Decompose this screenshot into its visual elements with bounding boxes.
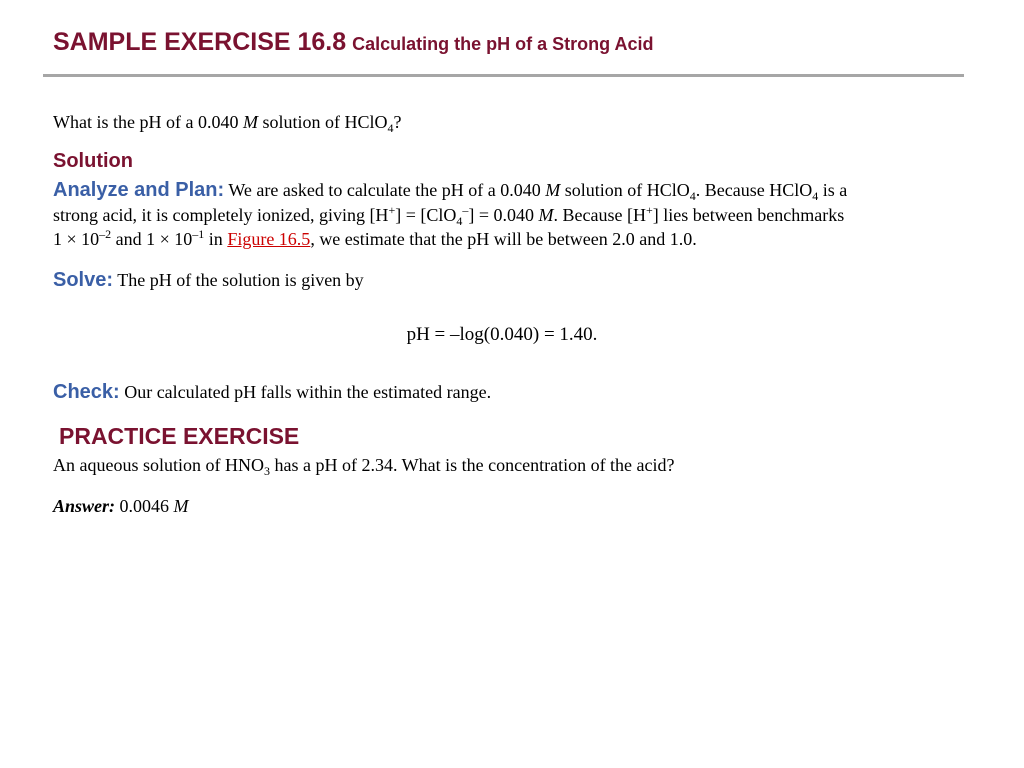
page-title	[53, 28, 654, 57]
answer-label: Answer:	[53, 496, 116, 516]
practice-heading: PRACTICE EXERCISE	[59, 423, 300, 449]
analyze-label: Analyze and Plan:	[53, 179, 225, 201]
practice-question: An aqueous solution of $HNO_3$ has a pH of 2.34. What is the concentration of the acid?	[53, 455, 675, 478]
solve-line: Solve: The pH of the solution is given by	[53, 269, 364, 291]
analyze-line-1: Analyze and Plan: We are asked to calculate the pH of a 0.040 M solution of HClO$_4$. Because HClO$_4$ is a	[53, 179, 848, 203]
header-divider	[43, 74, 964, 77]
check-label: Check:	[53, 381, 120, 403]
analyze-line-3: $1 \times 10^{-2}$ and $1 \times 10^{-1}$ in Figure 16.5, we estimate that the pH will be between 2.0 and 1.0.	[53, 227, 697, 249]
practice-answer: Answer: 0.0046 M	[53, 496, 189, 516]
exercise-number: SAMPLE EXERCISE 16.8	[53, 28, 347, 56]
question-text: What is the pH of a 0.040 M solution of HClO$_4$?	[53, 112, 402, 135]
analyze-line-2: strong acid, it is completely ionized, giving [H+] = [ClO$_4$–] = 0.040 M. Because [H+] lies between benchmarks	[53, 203, 845, 228]
check-line: Check: Our calculated pH falls within the estimated range.	[53, 381, 492, 403]
solution-heading: Solution	[53, 150, 133, 172]
answer-value: 0.0046	[115, 496, 174, 516]
figure-link[interactable]: Figure 16.5	[227, 229, 311, 249]
exercise-title: Calculating the pH of a Strong Acid	[352, 34, 654, 54]
ph-equation: pH = –log(0.040) = 1.40.	[406, 324, 598, 345]
solve-label: Solve:	[53, 269, 114, 291]
